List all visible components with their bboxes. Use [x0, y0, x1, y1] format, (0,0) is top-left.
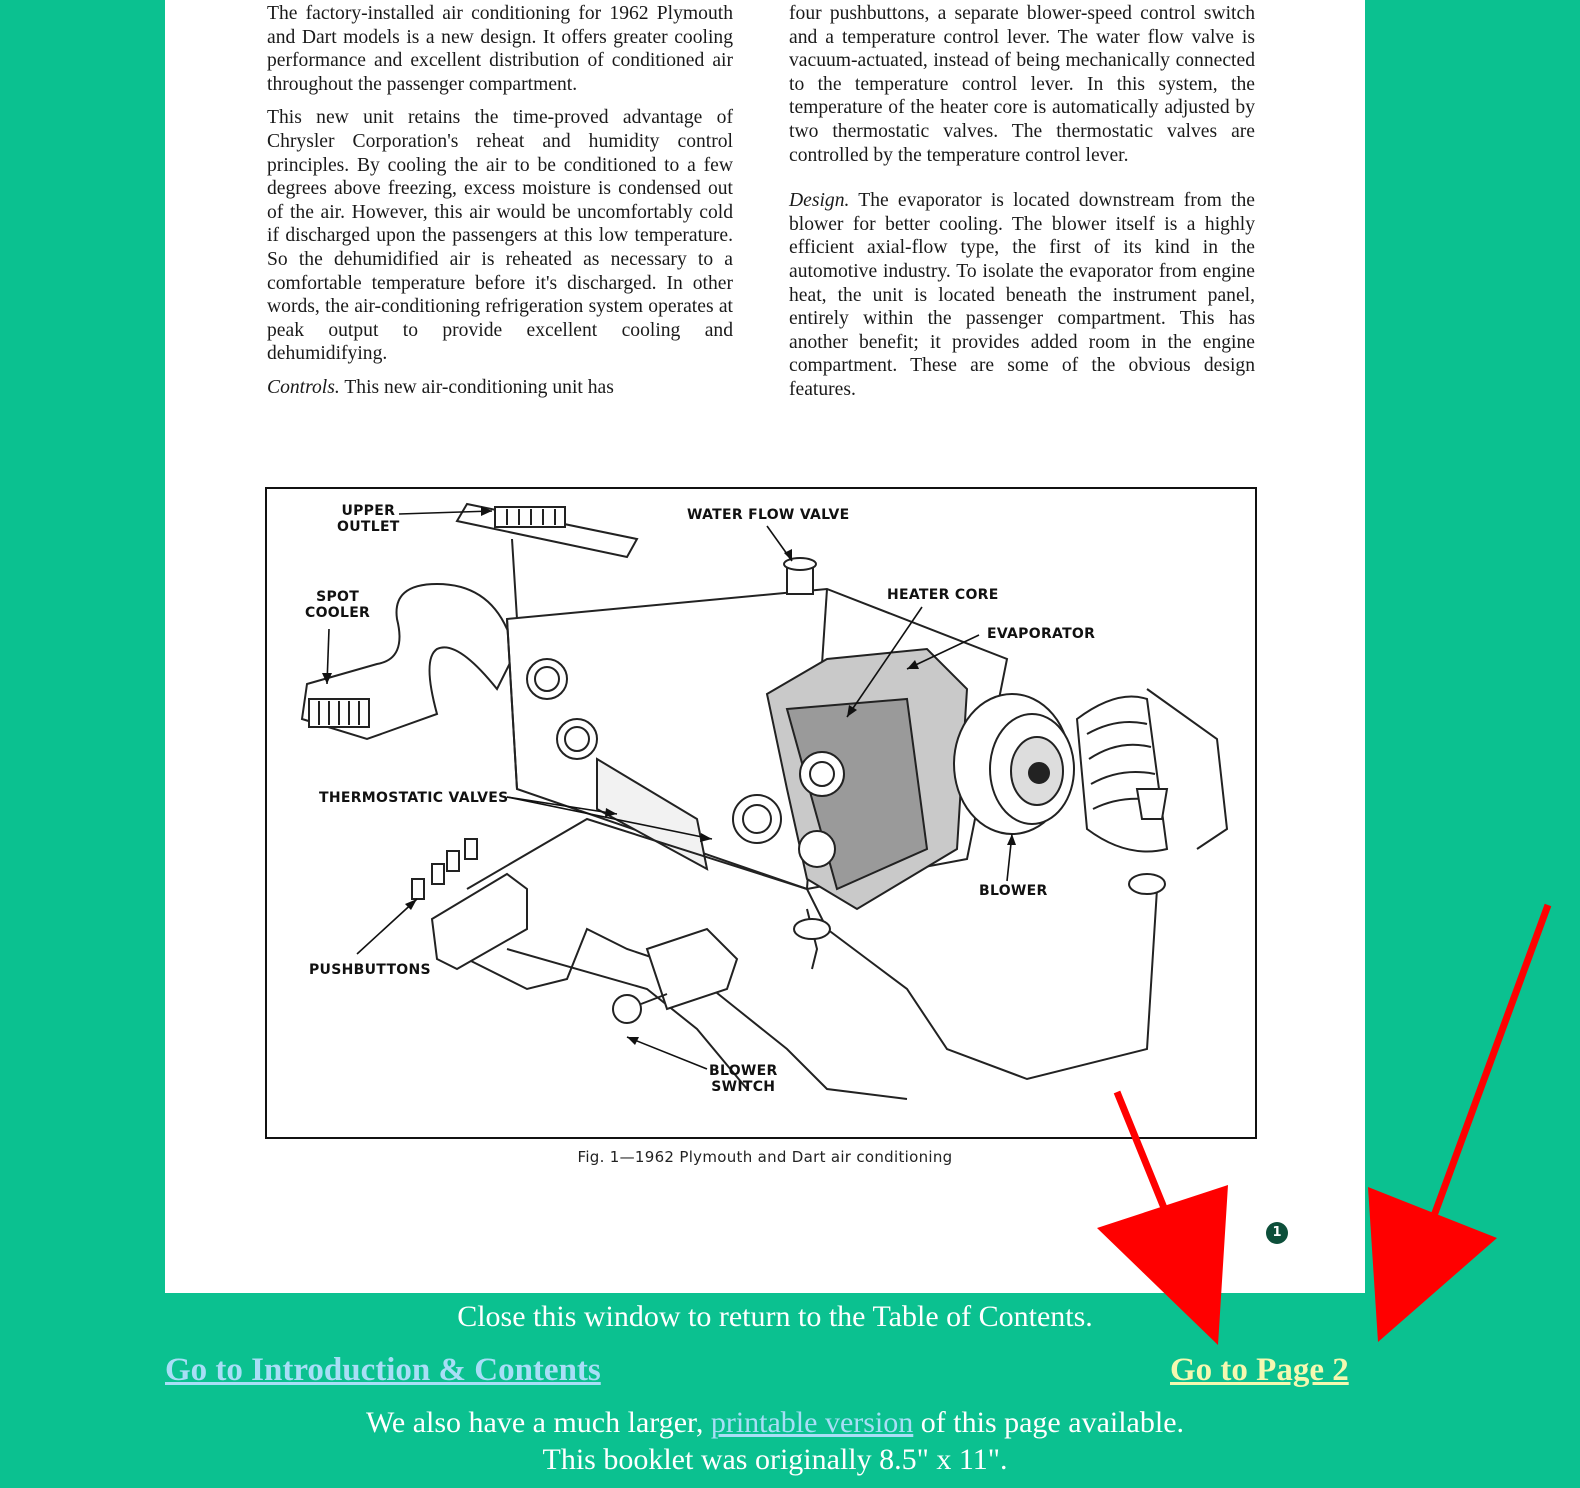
printable-prefix: We also have a much larger, — [365, 1406, 711, 1439]
article-right-column — [789, 2, 1255, 412]
intro-contents-link[interactable]: Go to Introduction & Contents — [165, 1352, 601, 1388]
label-thermostatic-valves: THERMOSTATIC VALVES — [319, 790, 509, 806]
controls-lead: Controls. — [267, 376, 340, 398]
controls-paragraph — [267, 376, 733, 400]
page-number-badge: 1 — [1266, 1222, 1288, 1244]
label-upper-outlet: UPPER OUTLET — [337, 503, 400, 535]
reheat-paragraph: This new unit retains the time-proved advantage of Chrysler Corporation's reheat and humidity control principles. By cooling the air to be conditioned to a few degrees above freezing, excess moisture is condensed out of the air. However, this air would be uncomfortably cold if discharged upon the passengers at this low temperature. So the dehumidified air is reheated as necessary to a comfortable temperature before it's discharged. In other words, the air-conditioning refrigeration system operates at peak output to provide excellent cooling and dehumidifying. — [267, 107, 733, 365]
figure-caption: Fig. 1—1962 Plymouth and Dart air conditioning — [577, 1148, 953, 1166]
article-left-column — [267, 2, 733, 410]
controls-text: This new air-conditioning unit has — [339, 376, 614, 398]
printable-note — [0, 1406, 1565, 1440]
label-heater-core: HEATER CORE — [887, 587, 999, 603]
design-lead: Design. — [789, 190, 850, 212]
controls-continued-paragraph: four pushbuttons, a separate blower-speed control switch and a temperature control lever. The water flow valve is vacuum-actuated, instead of being mechanically connected to the temperature control lever. In this system, the temperature of the heater core is automatically adjusted by two thermostatic valves. The thermostatic valves are controlled by the temperature control lever. — [789, 3, 1255, 166]
label-water-flow-valve: WATER FLOW VALVE — [687, 507, 850, 523]
diagram-illustration — [267, 489, 1255, 1137]
label-blower: BLOWER — [979, 883, 1048, 899]
printable-version-link[interactable]: printable version — [710, 1406, 914, 1439]
label-evaporator: EVAPORATOR — [987, 626, 1096, 642]
booklet-size-note: This booklet was originally 8.5" x 11". — [542, 1443, 1008, 1476]
design-paragraph — [789, 189, 1255, 401]
label-pushbuttons: PUSHBUTTONS — [309, 962, 431, 978]
air-conditioning-diagram — [265, 487, 1257, 1139]
close-window-note: Close this window to return to the Table of Contents. — [457, 1300, 1093, 1333]
red-arrow-right — [1368, 905, 1548, 1342]
printable-suffix: of this page available. — [913, 1406, 1185, 1439]
design-text: The evaporator is located downstream from the blower for better cooling. The blower itself is a highly efficient axial-flow type, the first of its kind in the automotive industry. To isolate the evaporator from engine heat, the unit is located beneath the instrument panel, entirely within the passenger compartment. This has another benefit; it provides added room in the engine compartment. These are some of the obvious design features. — [789, 190, 1255, 400]
label-spot-cooler: SPOT COOLER — [305, 589, 371, 621]
next-page-link[interactable]: Go to Page 2 — [1170, 1352, 1349, 1388]
intro-paragraph: The factory-installed air conditioning for 1962 Plymouth and Dart models is a new design. It offers greater cooling performance and excellent distribution of conditioned air throughout the passenger compartment. — [267, 3, 733, 95]
label-blower-switch: BLOWER SWITCH — [709, 1063, 778, 1095]
scanned-page — [165, 0, 1365, 1293]
